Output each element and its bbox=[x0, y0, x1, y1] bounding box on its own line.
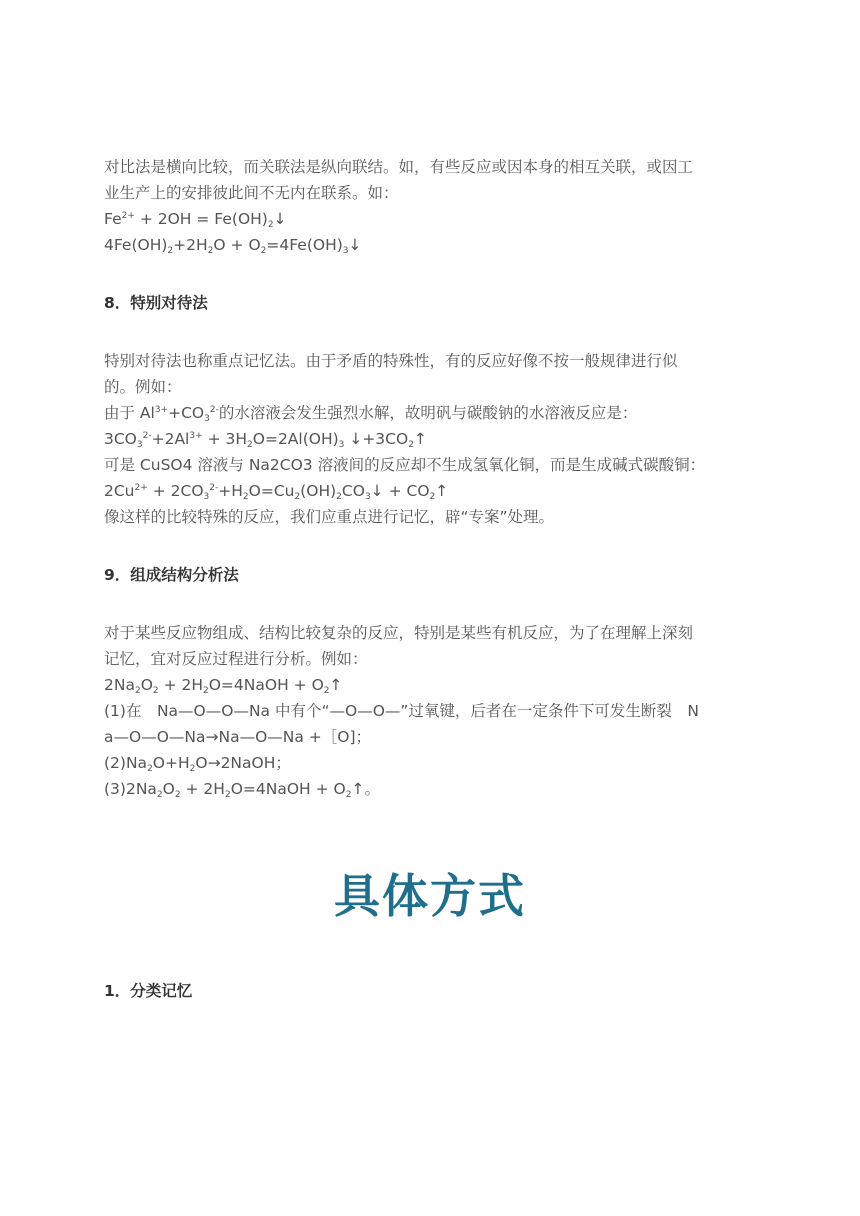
section-9-line-1: 对于某些反应物组成、结构比较复杂的反应，特别是某些有机反应，为了在理解上深刻 bbox=[104, 624, 694, 642]
equation-alum-carbonate: $3CO_3^{2-}+2Al^{3+} + 3H_2O=2Al(OH)_3$ $↓+3CO_2↑$ bbox=[104, 430, 427, 450]
section-9-item-1a: (1)在 Na—O—O—Na 中有个“—O—O—”过氧键，后者在一定条件下可发生断裂 N bbox=[104, 702, 700, 720]
section-9-item-2: $(2)Na_2O+H_2O\to 2NaOH$； bbox=[104, 754, 291, 774]
section-8-line-2: 的。例如： bbox=[104, 378, 182, 396]
section-8-line-4: 可是 CuSO4 溶液与 Na2CO3 溶液间的反应却不生成氢氧化铜，而是生成碱式碳酸铜： bbox=[104, 456, 706, 474]
section-9-line-2: 记忆，宜对反应过程进行分析。例如： bbox=[104, 650, 368, 668]
section-1-heading: 1．分类记忆 bbox=[104, 982, 193, 1000]
equation-sodium-peroxide: $2Na_2O_2$ + $2H_2O=4NaOH$ + $O_2↑$ bbox=[104, 676, 343, 696]
document-body bbox=[104, 154, 760, 802]
equation-basic-copper-carbonate: $2Cu^{2+}$ + $2CO_3^{2-}+H_2O=Cu_2(OH)_2CO_3↓$ + $CO_2↑$ bbox=[104, 482, 449, 502]
section-8-line-1: 特别对待法也称重点记忆法。由于矛盾的特殊性，有的反应好像不按一般规律进行似 bbox=[104, 352, 678, 370]
section-8-heading: 8．特别对待法 bbox=[104, 294, 208, 312]
intro-line-2: 业生产上的安排彼此间不无内在联系。如： bbox=[104, 184, 399, 202]
section-9-heading: 9．组成结构分析法 bbox=[104, 566, 239, 584]
section-8-line-3: 由于 $Al^{3+}+CO_3^{2-}$的水溶液会发生强烈水解，故明矾与碳酸钠的水溶液反应是： bbox=[104, 404, 638, 424]
section-8-line-5: 像这样的比较特殊的反应，我们应重点进行记忆，辟“专案”处理。 bbox=[104, 508, 555, 526]
section-9-item-3: $(3)2Na_2O_2$ + $2H_2O=4NaOH$ + $O_2↑$。 bbox=[104, 780, 380, 800]
section-9-item-1b: a—O—O—Na→Na—O—Na +［O]； bbox=[104, 728, 372, 746]
big-title: 具体方式 bbox=[334, 869, 526, 923]
equation-fe-oh-oxidation: $4Fe(OH)_2+2H_2O$ + $O_2=4Fe(OH)_3↓$ bbox=[104, 236, 362, 256]
equation-fe-oh: $Fe^{2+} + 2OH$ = $Fe(OH)_2↓$ bbox=[104, 210, 287, 230]
intro-line-1: 对比法是横向比较，而关联法是纵向联结。如，有些反应或因本身的相互关联，或因工 bbox=[104, 158, 694, 176]
